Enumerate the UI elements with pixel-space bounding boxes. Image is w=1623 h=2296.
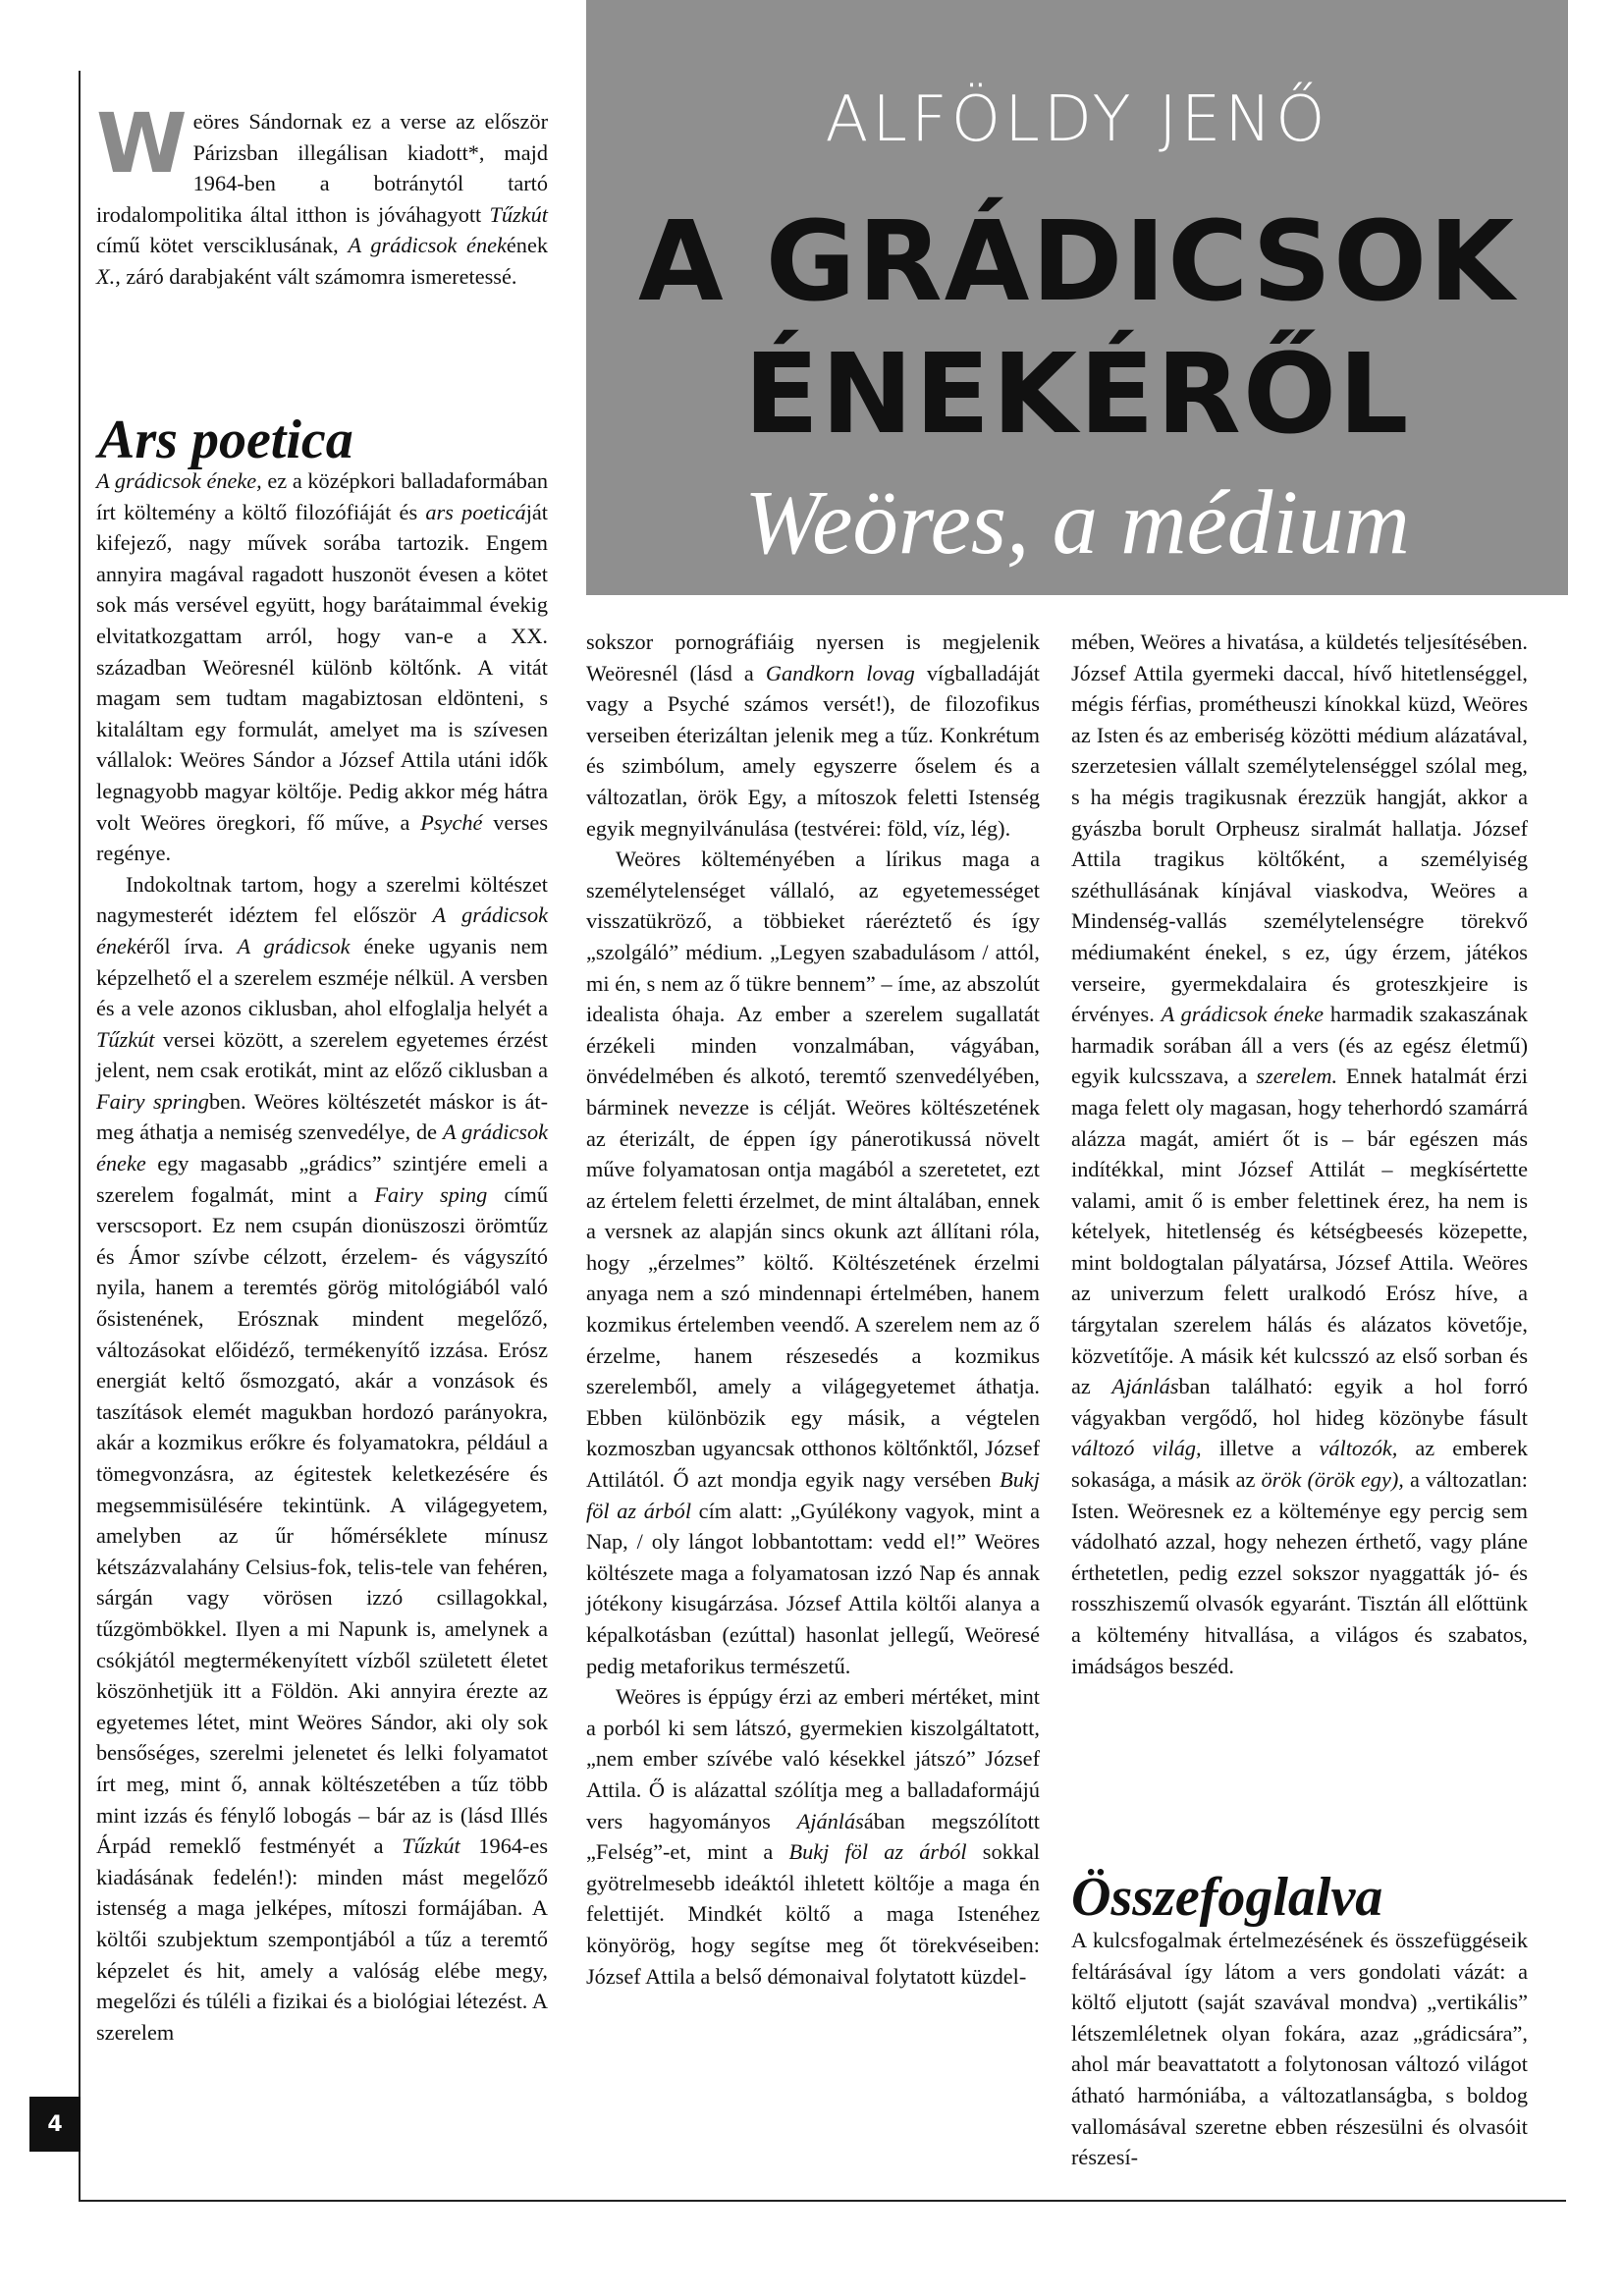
section-heading-ars-poetica: Ars poetica xyxy=(98,410,353,470)
title-line-2: ÉNEKÉRŐL xyxy=(743,331,1411,459)
drop-cap: W xyxy=(96,95,188,191)
article-header xyxy=(586,0,1568,595)
intro-block xyxy=(96,95,548,293)
column-3 xyxy=(1071,627,1528,1681)
page-number: 4 xyxy=(29,2097,81,2152)
paragraph: Weöres költeményében a lírikus maga a személytelenséget vállaló, az egyetemességet visszatükröző, a többieket ráeréztető és így „szolgáló” médium. „Legyen szabadulásom / attól, mi én, s nem az ő tükre bennem” – íme, az abszolút idealista óhaja. Az ember a szerelem sugallatát érzékeli minden vonzalmában, vágyában, önvédelmében és alkotó, teremtő szenvedélyében, bárminek nevezze is célját. Weöres költészetének az éterizált, de éppen így pánerotikussá növelt műve folyamatosan ontja magából a szeretetet, ezt az értelem feletti érzelmet, de mint általában, ennek a versnek az alapján sincs okunk azt állítani róla, hogy „érzelmes” költő. Költészetének érzelmi anyaga nem a szó mindennapi értelmében, hanem kozmikus értelemben veendő. A szerelem nem az ő érzelme, hanem részesedés a kozmikus szerelemből, amely a világegyetemet áthatja. Ebben különbözik egy másik, a végtelen kozmoszban ugyancsak otthonos költőnktől, József Attilától. Ő azt mondja egyik nagy versében Bukj föl az árból cím alatt: „Gyúlékony vagyok, mint a Nap, / oly lángot lobbantottam: vedd el!” Weöres költészete maga a folyamatosan izzó Nap és annak jótékony kisugárzása. József Attila költői alanya a képalkotásban (ezúttal) hasonlat jellegű, Weöresé pedig metaforikus természetű. xyxy=(586,847,1040,1678)
summary-section xyxy=(1071,1867,1528,2173)
paragraph: A kulcsfogalmak értelmezésének és összefüggéseik feltárásával így látom a vers gondolati vázát: a költő eljutott (saját szavával mondva) „vertikális” létszemléletnek olyan fokára, azaz „grádicsára”, ahol már beavattatott a folytonosan változó világot átható harmóniába, a változatlanságba, s boldog vallomásával szeretne ebben részesülni és olvasóit részesí- xyxy=(1071,1928,1528,2170)
column-1 xyxy=(96,412,548,2048)
paragraph: Indokoltnak tartom, hogy a szerelmi költészet nagymesterét idéztem fel először A grádicsok énekéről írva. A grádicsok éneke ugyanis nem képzelhető el a szerelem eszméje nélkül. A versben és a vele azonos ciklusban, ahol elfoglalja helyét a Tűzkút versei között, a szerelem egyetemes érzést jelent, nem csak erotikát, mint az előző ciklusban a Fairy springben. Weöres költészetét máskor is át- meg áthatja a nemiség szenvedélye, de A grádicsok éneke egy magasabb „grádics” szintjére emeli a szerelem fogalmát, mint a Fairy sping című verscsoport. Ez nem csupán dionüszoszi örömtűz és Ámor szívbe célzott, érzelem- és vágyszító nyila, hanem a teremtés görög mitológiából való ősistenének, Erósznak mindent megelőző, változásokat előidéző, termékenyítő izzása. Erósz energiát keltő ősmozgató, akár a vonzások és taszítások elemét magukban hordozó parányokra, akár a kozmikus erőkre és folyamatokra, például a tömegvonzásra, az égitestek keletkezésére és megsemmisülésére tekintünk. A világegyetem, amelyben az űr hőmérséklete mínusz kétszázvalahány Celsius-fok, telis-tele van fehéren, sárgán vagy vörösen izzó csillagokkal, tűzgömbökkel. Ilyen a mi Napunk is, amelynek a csókjától megtermékenyített vízből született életet köszönhetjük itt a Földön. Aki annyira érezte az egyetemes létet, mint Weöres Sándor, aki oly sok bensőséges, szerelmi jelenetet és lelki folyamatot írt meg, mint ő, annak költészetében a tűz több mint izzás és fénylő lobogás – bár az is (lásd Illés Árpád remeklő festményét a Tűzkút 1964-es kiadásának fedelén!): minden mást megelőző istenség a maga jelképes, mítoszi formájában. A költői szubjektum szempontjából a tűz a teremtő képzelet és hit, amely a valóság elébe megy, megelőzi és túléli a fizikai és a biológiai létezést. A szerelem xyxy=(96,871,548,2045)
paragraph: Weöres is éppúgy érzi az emberi mértéket, mint a porból ki sem látszó, gyermekien kiszolgáltatott, „nem ember szívébe való késekkel játszó” József Attila. Ő is alázattal szólítja meg a balladaformájú vers hagyományos Ajánlásában megszólított „Felség”-et, mint a Bukj föl az árból sokkal gyötrelmesebb ideáktól ihletett költője a maga én felettijét. Mindkét költő a maga Istenéhez könyörög, hogy segítse meg őt törekvéseiben: József Attila a belső démonaival folytatott küzdel- xyxy=(586,1684,1040,1989)
bottom-rule xyxy=(79,2200,1566,2202)
paragraph: sokszor pornográfiáig nyersen is megjelenik Weöresnél (lásd a Gandkorn lovag vígballadáját vagy a Psyché számos versét!), de filozofikus verseiben éterizáltan jelenik meg a tűz. Konkrétum és szimbólum, amely egyszerre őselem és a változatlan, örök Egy, a mítoszok feletti Istenség egyik megnyilvánulása (testvérei: föld, víz, lég). xyxy=(586,629,1040,841)
intro-paragraph: eöres Sándornak ez a verse az először Párizsban illegálisan kiadott*, majd 1964-ben a botránytól tartó irodalompolitika által itthon is jóváhagyott Tűzkút című kötet versciklusának, A grádicsok énekének X., záró darabjaként vált számomra ismeretessé. xyxy=(96,109,548,289)
paragraph: mében, Weöres a hivatása, a küldetés teljesítésében. József Attila gyermeki daccal, hívő hitetlenséggel, mégis férfias, prométheuszi kínokkal küzd, Weöres az Isten és az emberiség közötti médium alázatával, szerzetesien vállalt személytelenséggel szólal meg, s ha mégis tragikusnak érezzük hangját, akkor a gyászba borult Orpheusz siralmát hallatja. József Attila tragikus költőként, a személyiség széthullásának kínjával viaskodva, Weöres a Mindenség-vallás személytelenségre törekvő médiumaként énekel, s ez, úgy érzem, játékos verseire, gyermekdalaira és groteszkjeire is érvényes. A grádicsok éneke harmadik szakaszának harmadik sorában áll a vers (és az egész életmű) egyik kulcsszava, a szerelem. Ennek hatalmát érzi maga felett oly magasan, hogy teherhordó szamárrá alázza magát, amiért őt is – bár egészen más indítékkal, mint József Attilát – megkísértette valami, amit ő is ember felettinek érez, ha nem is kételyek, hitetlenség és kétségbeesés közepette, mint boldogtalan pályatársa, József Attila. Weöres az univerzum felett uralkodó Erósz híve, a tárgytalan szerelem hálás és alázatos követője, közvetítője. A másik két kulcsszó az első sorban és az Ajánlásban található: egyik a hol forró vágyakban vergődő, hol hideg közönybe fásult változó világ, illetve a változók, az emberek sokasága, a másik az örök (örök egy), a változatlan: Isten. Weöresnek ez a költeménye egy percig sem vádolható azzal, hogy nehezen érthető, vagy pláne érthetetlen, pedig ezzel sokszor nyaggatták jó- és rosszhiszemű olvasók egyaránt. Tisztán áll előttünk a költemény hitvallása, a világos és szabatos, imádságos beszéd. xyxy=(1071,629,1529,1678)
section-heading-osszefoglalva: Összefoglalva xyxy=(1071,1867,1383,1928)
author-name: ALFÖLDY JENŐ xyxy=(825,83,1329,156)
article-subtitle: Weöres, a médium xyxy=(744,472,1410,574)
column-2 xyxy=(586,627,1040,1992)
left-rule xyxy=(79,71,81,2202)
paragraph: A grádicsok éneke, ez a középkori balladaformában írt költemény a költő filozófiáját és ars poeticáját kifejező, nagy művek sorába tartozik. Engem annyira magával ragadott huszonöt évesen a kötet sok más versével együtt, hogy barátaimmal évekig elvitatkozgattam arról, hogy van-e a XX. században Weöresnél különb költőnk. A vitát magam sem tudtam magabiztosan eldönteni, s kitaláltam egy formulát, amelyet ma is szívesen vállalok: Weöres Sándor a József Attila utáni idők legnagyobb magyar költője. Pedig akkor még hátra volt Weöres öregkori, fő műve, a Psyché verses regénye. xyxy=(96,468,549,866)
article-title xyxy=(586,196,1568,462)
title-line-1: A GRÁDICSOK xyxy=(637,198,1517,326)
